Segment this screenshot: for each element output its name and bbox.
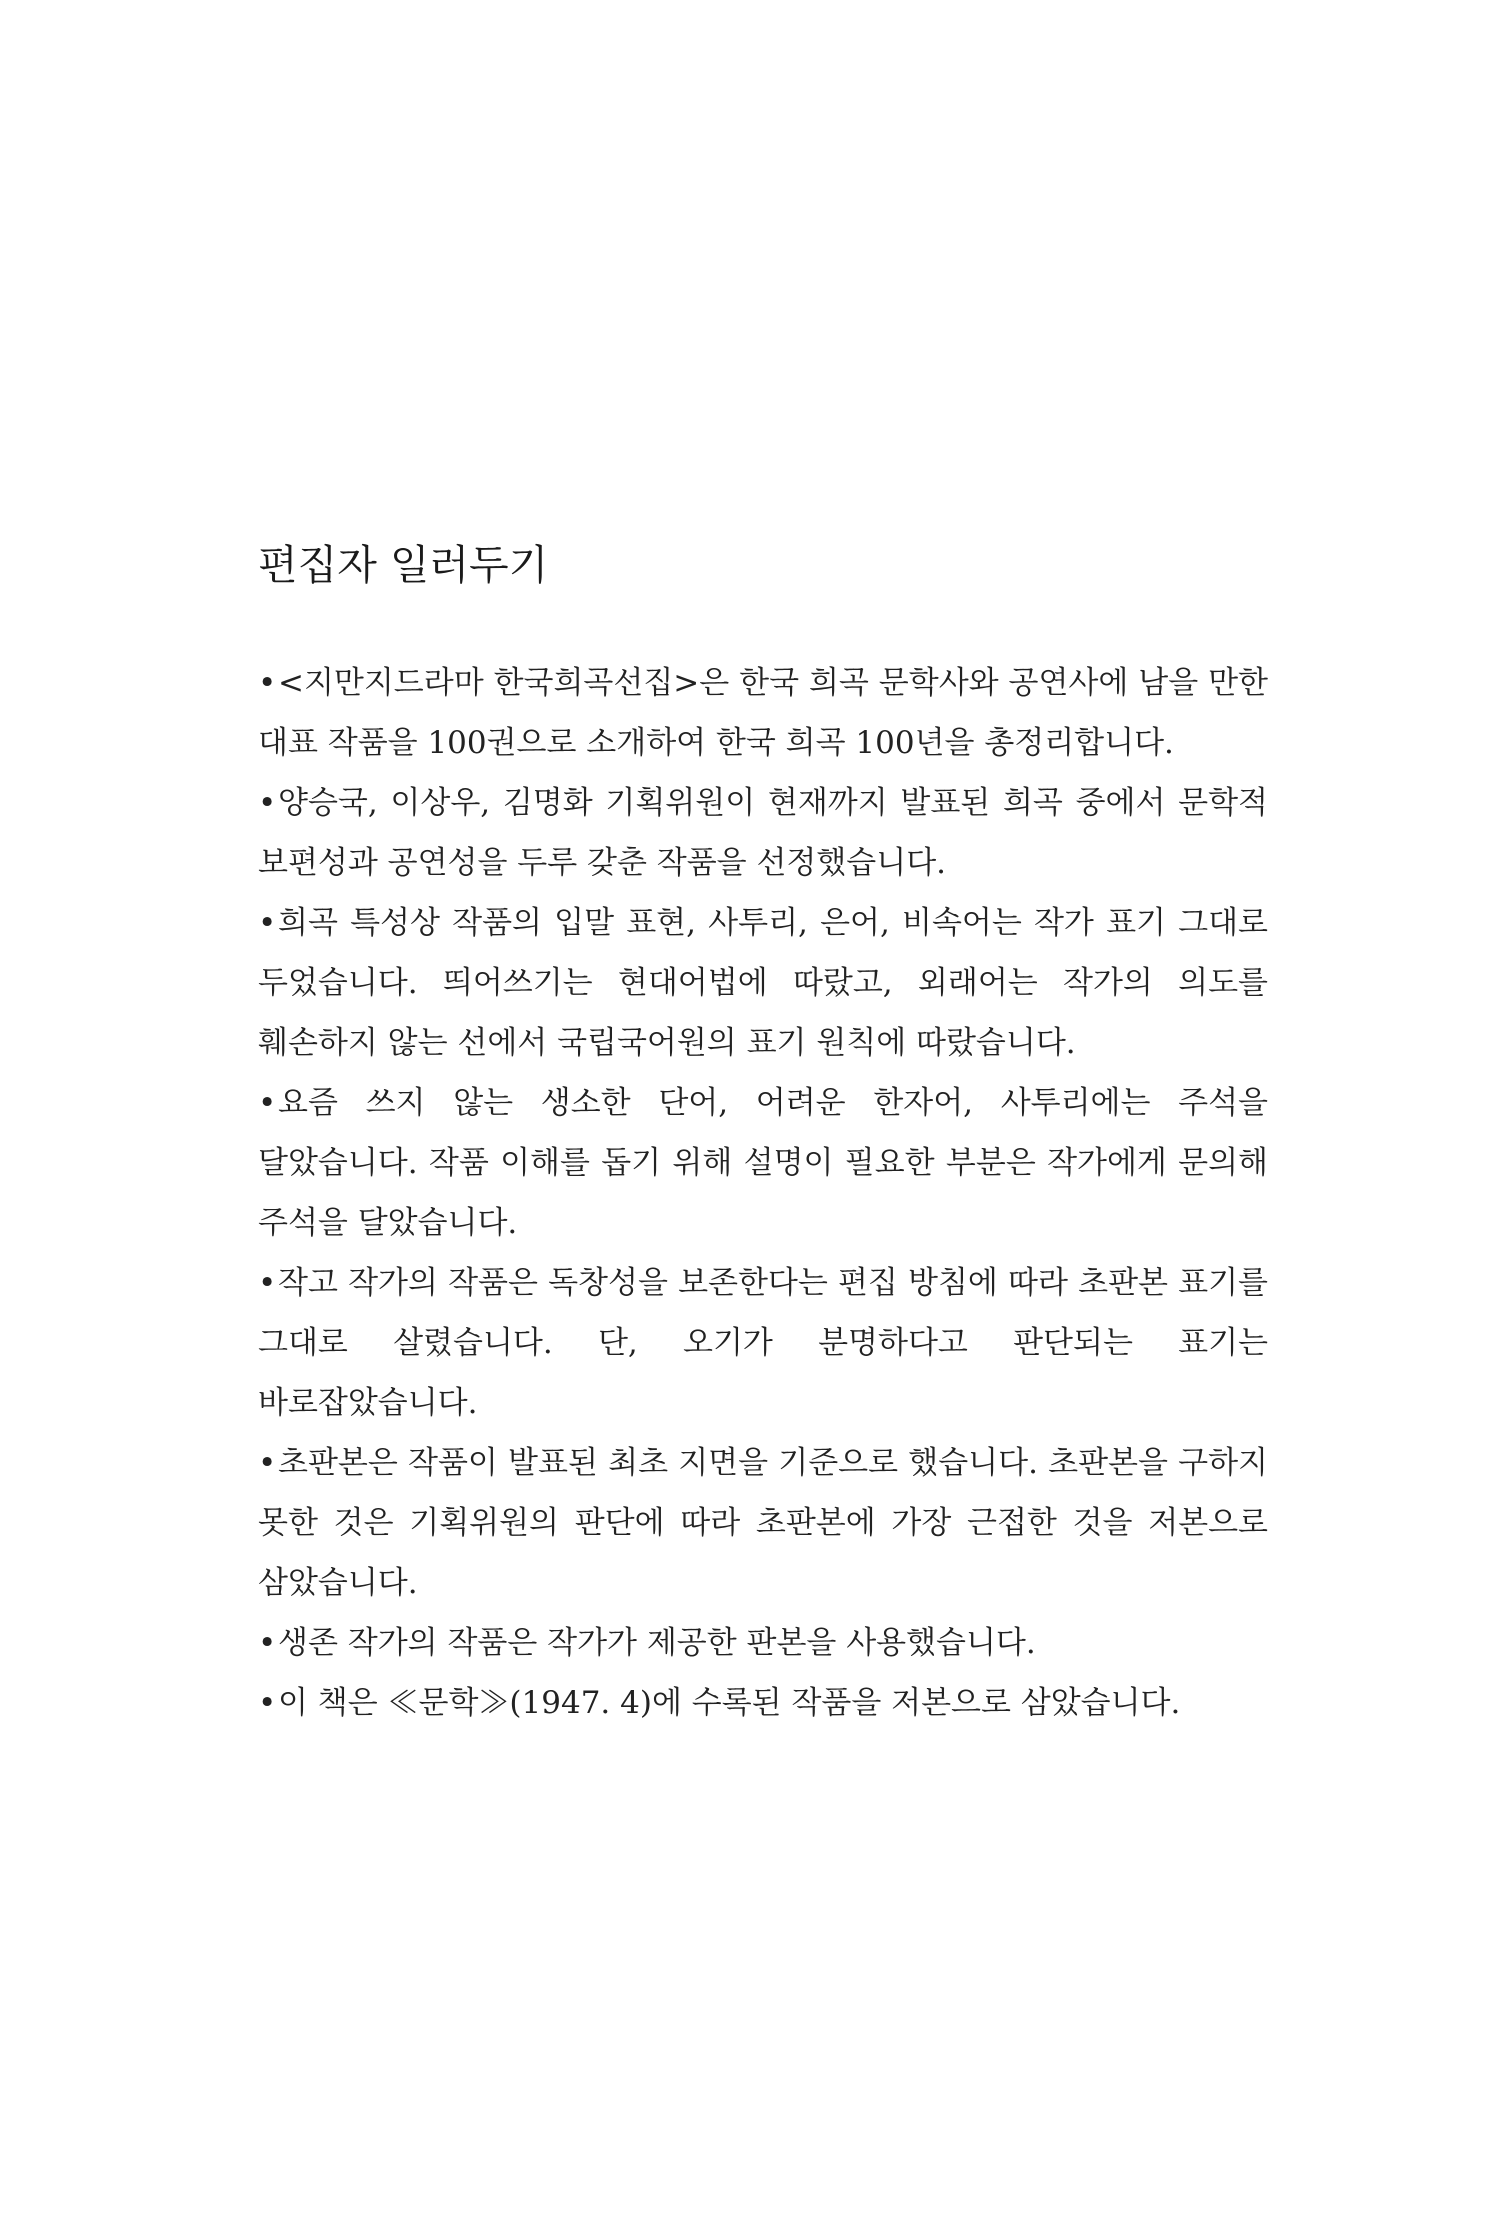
list-item bbox=[258, 1073, 1268, 1253]
note-text: <지만지드라마 한국희곡선집>은 한국 희곡 문학사와 공연사에 남을 만한 대표 작품을 100권으로 소개하여 한국 희곡 100년을 총정리합니다. bbox=[258, 665, 1268, 761]
list-item bbox=[258, 1613, 1268, 1673]
note-text: 작고 작가의 작품은 독창성을 보존한다는 편집 방침에 따라 초판본 표기를 그대로 살렸습니다. 단, 오기가 분명하다고 판단되는 표기는 바로잡았습니다. bbox=[258, 1265, 1268, 1421]
bullet-icon: • bbox=[258, 1085, 277, 1121]
bullet-icon: • bbox=[258, 1445, 277, 1481]
note-text: 요즘 쓰지 않는 생소한 단어, 어려운 한자어, 사투리에는 주석을 달았습니다. 작품 이해를 돕기 위해 설명이 필요한 부분은 작가에게 문의해 주석을 달았습니다. bbox=[258, 1085, 1268, 1241]
list-item bbox=[258, 773, 1268, 893]
note-text: 희곡 특성상 작품의 입말 표현, 사투리, 은어, 비속어는 작가 표기 그대로 두었습니다. 띄어쓰기는 현대어법에 따랐고, 외래어는 작가의 의도를 훼손하지 않는 선에서 국립국어원의 표기 원칙에 따랐습니다. bbox=[258, 905, 1268, 1061]
bullet-icon: • bbox=[258, 665, 277, 701]
list-item bbox=[258, 1253, 1268, 1433]
note-text: 이 책은 ≪문학≫(1947. 4)에 수록된 작품을 저본으로 삼았습니다. bbox=[278, 1685, 1181, 1721]
note-text: 초판본은 작품이 발표된 최초 지면을 기준으로 했습니다. 초판본을 구하지 못한 것은 기획위원의 판단에 따라 초판본에 가장 근접한 것을 저본으로 삼았습니다. bbox=[258, 1445, 1268, 1601]
bullet-icon: • bbox=[258, 1685, 277, 1721]
bullet-icon: • bbox=[258, 1265, 277, 1301]
note-text: 양승국, 이상우, 김명화 기획위원이 현재까지 발표된 희곡 중에서 문학적 보편성과 공연성을 두루 갖춘 작품을 선정했습니다. bbox=[258, 785, 1268, 881]
bullet-icon: • bbox=[258, 785, 277, 821]
list-item bbox=[258, 893, 1268, 1073]
note-text: 생존 작가의 작품은 작가가 제공한 판본을 사용했습니다. bbox=[278, 1625, 1036, 1661]
list-item bbox=[258, 1433, 1268, 1613]
bullet-icon: • bbox=[258, 1625, 277, 1661]
list-item bbox=[258, 653, 1268, 773]
list-item bbox=[258, 1673, 1268, 1733]
editor-notes-list bbox=[258, 653, 1268, 1733]
page-title: 편집자 일러두기 bbox=[258, 541, 549, 589]
bullet-icon: • bbox=[258, 905, 277, 941]
